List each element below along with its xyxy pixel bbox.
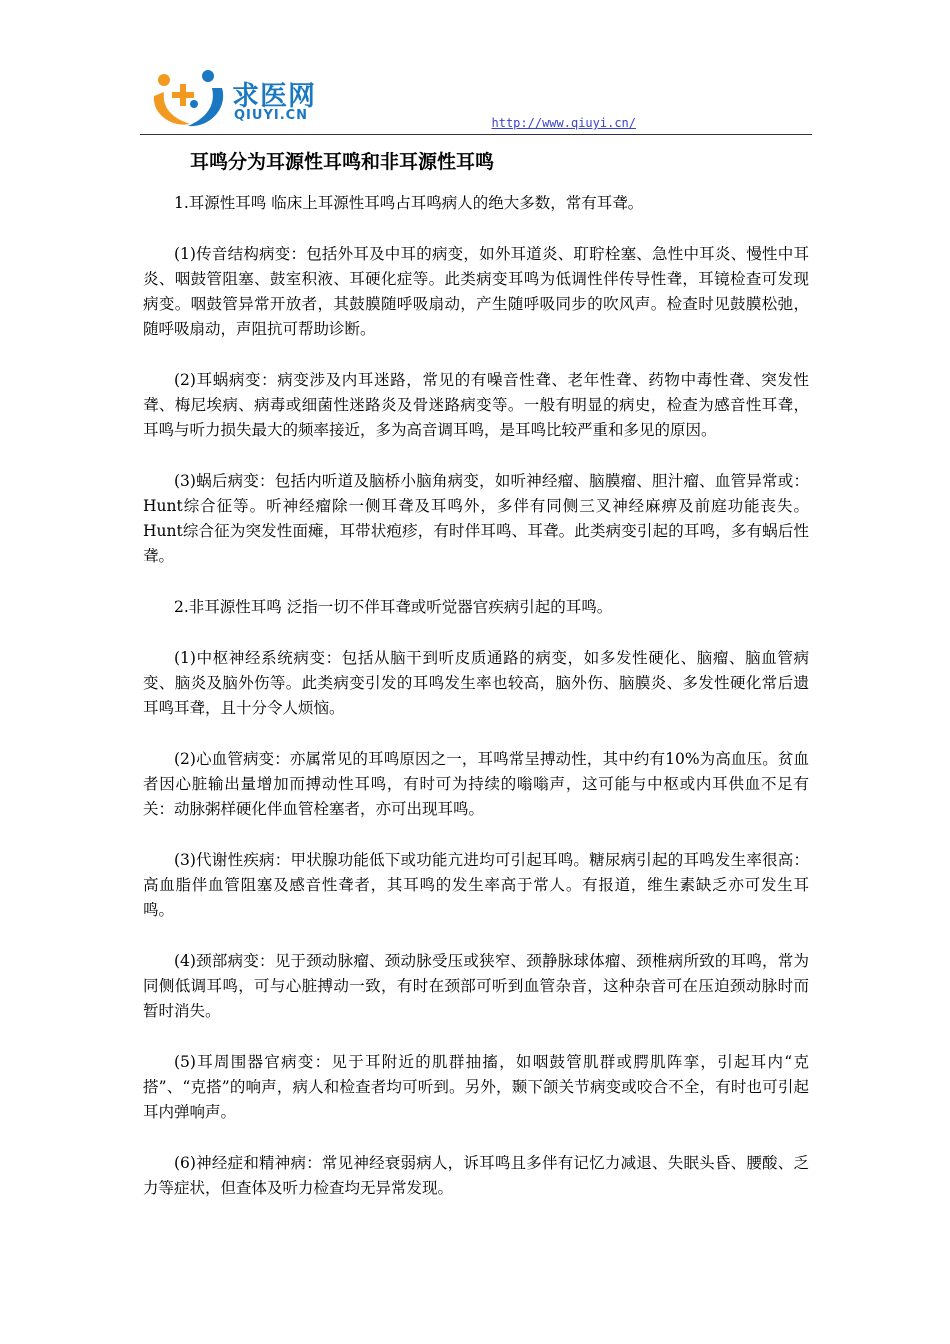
paragraph-4: (3)蜗后病变：包括内听道及脑桥小脑角病变，如听神经瘤、脑膜瘤、胆汁瘤、血管异常或：Hunt综合征等。听神经瘤除一侧耳聋及耳鸣外，多伴有同侧三叉神经麻痹及前庭功能丧失。Hunt综合征为突发性面瘫，耳带状疱疹，有时伴耳鸣、耳聋。此类病变引起的耳鸣，多有蜗后性聋。 [143, 472, 809, 565]
logo-chinese-text: 求医网 [232, 81, 316, 112]
paragraph-3: (2)耳蜗病变：病变涉及内耳迷路，常见的有噪音性聋、老年性聋、药物中毒性聋、突发性聋、梅尼埃病、病毒或细菌性迷路炎及骨迷路病变等。一般有明显的病史，检查为感音性耳聋，耳鸣与听力损失最大的频率接近，多为高音调耳鸣，是耳鸣比较严重和多见的原因。 [143, 371, 809, 439]
logo-english-text: QIUYI.CN [234, 108, 309, 123]
paragraph-9: (4)颈部病变：见于颈动脉瘤、颈动脉受压或狭窄、颈静脉球体瘤、颈椎病所致的耳鸣，常为同侧低调耳鸣，可与心脏搏动一致，有时在颈部可听到血管杂音，这种杂音可在压迫颈动脉时而暂时消失。 [143, 952, 809, 1020]
paragraph-11: (6)神经症和精神病：常见神经衰弱病人，诉耳鸣且多伴有记忆力减退、失眠头昏、腰酸、乏力等症状，但查体及听力检查均无异常发现。 [143, 1154, 809, 1197]
paragraph-10: (5)耳周围器官病变：见于耳附近的肌群抽搐，如咽鼓管肌群或腭肌阵挛，引起耳内“克搭”、“克搭”的响声，病人和检查者均可听到。另外，颞下颌关节病变或咬合不全，有时也可引起耳内弹响声。 [143, 1053, 809, 1121]
paragraph-7: (2)心血管病变：亦属常见的耳鸣原因之一，耳鸣常呈搏动性，其中约有10%为高血压。贫血者因心脏输出量增加而搏动性耳鸣，有时可为持续的嗡嗡声，这可能与中枢或内耳供血不足有关：动脉粥样硬化伴血管栓塞者，亦可出现耳鸣。 [143, 750, 809, 818]
site-url-link[interactable]: http://www.qiuyi.cn/ [491, 116, 636, 130]
page-header [140, 62, 812, 134]
paragraph-6: (1)中枢神经系统病变：包括从脑干到听皮质通路的病变，如多发性硬化、脑瘤、脑血管病变、脑炎及脑外伤等。此类病变引发的耳鸣发生率也较高，脑外伤、脑膜炎、多发性硬化常后遗耳鸣耳聋，且十分令人烦恼。 [143, 649, 809, 717]
article-body [143, 191, 809, 1227]
qiuyi-logo[interactable] [150, 66, 350, 130]
logo-people-icon [150, 66, 230, 130]
paragraph-1: 1.耳源性耳鸣 临床上耳源性耳鸣占耳鸣病人的绝大多数，常有耳聋。 [174, 194, 644, 212]
article-title: 耳鸣分为耳源性耳鸣和非耳源性耳鸣 [190, 151, 495, 173]
paragraph-8: (3)代谢性疾病：甲状腺功能低下或功能亢进均可引起耳鸣。糖尿病引起的耳鸣发生率很高：高血脂伴血管阻塞及感音性聋者，其耳鸣的发生率高于常人。有报道，维生素缺乏亦可发生耳鸣。 [143, 851, 809, 919]
paragraph-2: (1)传音结构病变：包括外耳及中耳的病变，如外耳道炎、耵聍栓塞、急性中耳炎、慢性中耳炎、咽鼓管阻塞、鼓室积液、耳硬化症等。此类病变耳鸣为低调性伴传导性聋，耳镜检查可发现病变。咽鼓管异常开放者，其鼓膜随呼吸扇动，产生随呼吸同步的吹风声。检查时见鼓膜松弛，随呼吸扇动，声阻抗可帮助诊断。 [143, 245, 809, 338]
paragraph-5: 2.非耳源性耳鸣 泛指一切不伴耳聋或听觉器官疾病引起的耳鸣。 [174, 598, 613, 616]
header-divider [140, 134, 812, 135]
